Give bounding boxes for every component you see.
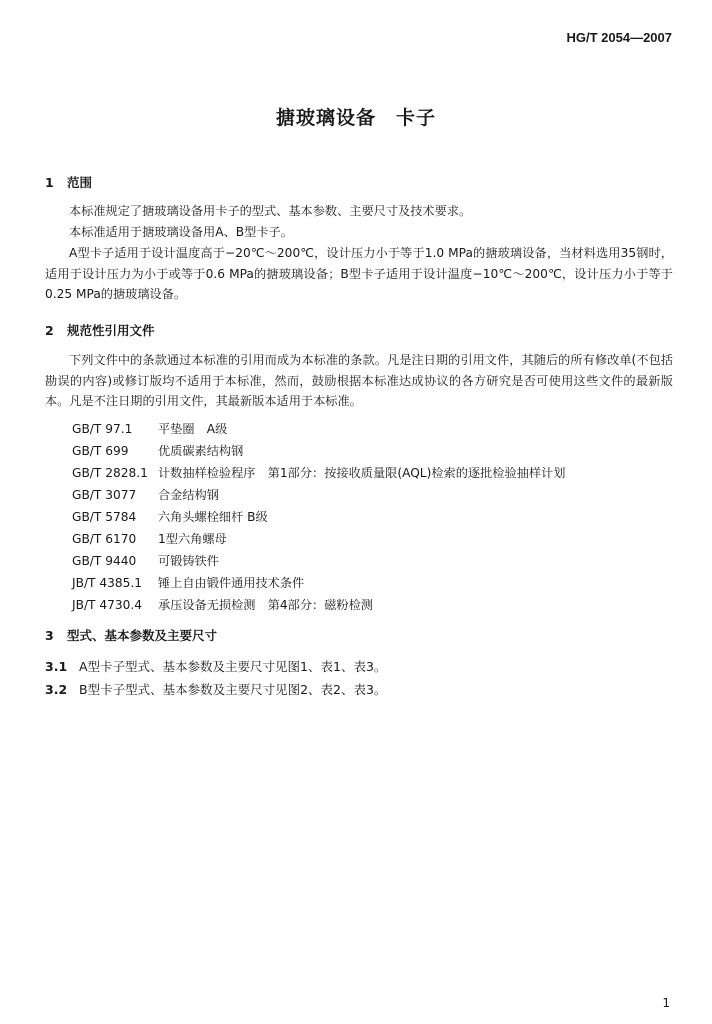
reference-code: GB/T 5784 [72, 510, 137, 524]
reference-code: GB/T 6170 [72, 532, 137, 546]
reference-title: 优质碳素结构钢 [158, 444, 244, 458]
subsection-item [45, 657, 386, 675]
reference-title: 1型六角螺母 [158, 532, 227, 546]
reference-title: 锤上自由锻件通用技术条件 [158, 576, 305, 590]
section-2-heading [45, 321, 155, 339]
subsection-item [45, 680, 386, 698]
section-title: 范围 [67, 175, 93, 190]
section-1-paragraph-1: 本标准规定了搪玻璃设备用卡子的型式、基本参数、主要尺寸及技术要求。 [69, 204, 472, 218]
reference-item [72, 574, 304, 591]
reference-item [72, 530, 227, 547]
section-2-intro: 下列文件中的条款通过本标准的引用而成为本标准的条款。凡是注日期的引用文件，其随后的所有修改单(不包括勘误的内容)或修订版均不适用于本标准，然而，鼓励根据本标准达成协议的各方研究是否可使用这些文件的最新版本。凡是不注日期的引用文件，其最新版本适用于本标准。 [45, 353, 673, 408]
reference-code: GB/T 97.1 [72, 422, 133, 436]
subsection-number: 3.2 [45, 682, 68, 697]
reference-code: JB/T 4385.1 [72, 576, 143, 590]
reference-code: JB/T 4730.4 [72, 598, 143, 612]
reference-title: 六角头螺栓细杆 B级 [158, 510, 268, 524]
section-title: 型式、基本参数及主要尺寸 [67, 628, 218, 643]
subsection-text: A型卡子型式、基本参数及主要尺寸见图1、表1、表3。 [79, 659, 387, 674]
reference-item [72, 508, 268, 525]
reference-title: 可锻铸铁件 [158, 554, 219, 568]
reference-item [72, 442, 243, 459]
reference-title: 承压设备无损检测 第4部分：磁粉检测 [158, 598, 373, 612]
section-number: 3 [45, 628, 54, 643]
reference-title: 合金结构钢 [158, 488, 219, 502]
reference-item [72, 464, 565, 481]
reference-title: 计数抽样检验程序 第1部分：按接收质量限(AQL)检索的逐批检验抽样计划 [158, 466, 566, 480]
subsection-number: 3.1 [45, 659, 68, 674]
section-1-paragraph-3: A型卡子适用于设计温度高于−20℃～200℃，设计压力小于等于1.0 MPa的搪玻璃设备，当材料选用35钢时，适用于设计压力为小于或等于0.6 MPa的搪玻璃设备；B型卡子适用于设计温度−10℃～200℃，设计压力小于等于0.25 MPa的搪玻璃设备。 [45, 246, 673, 301]
section-3-heading [45, 626, 217, 644]
reference-item [72, 420, 227, 437]
reference-code: GB/T 9440 [72, 554, 137, 568]
section-number: 1 [45, 175, 54, 190]
reference-code: GB/T 2828.1 [72, 466, 148, 480]
reference-item [72, 486, 219, 503]
reference-item [72, 552, 219, 569]
document-title: 搪玻璃设备 卡子 [275, 107, 436, 129]
section-1-heading [45, 173, 92, 191]
section-number: 2 [45, 323, 54, 338]
reference-code: GB/T 3077 [72, 488, 137, 502]
reference-item [72, 596, 373, 613]
section-title: 规范性引用文件 [67, 323, 155, 338]
standard-code: HG/T 2054—2007 [566, 30, 672, 45]
page-number: 1 [662, 996, 670, 1010]
reference-title: 平垫圈 A级 [158, 422, 228, 436]
section-1-paragraph-2: 本标准适用于搪玻璃设备用A、B型卡子。 [69, 225, 293, 239]
reference-code: GB/T 699 [72, 444, 129, 458]
subsection-text: B型卡子型式、基本参数及主要尺寸见图2、表2、表3。 [79, 682, 387, 697]
